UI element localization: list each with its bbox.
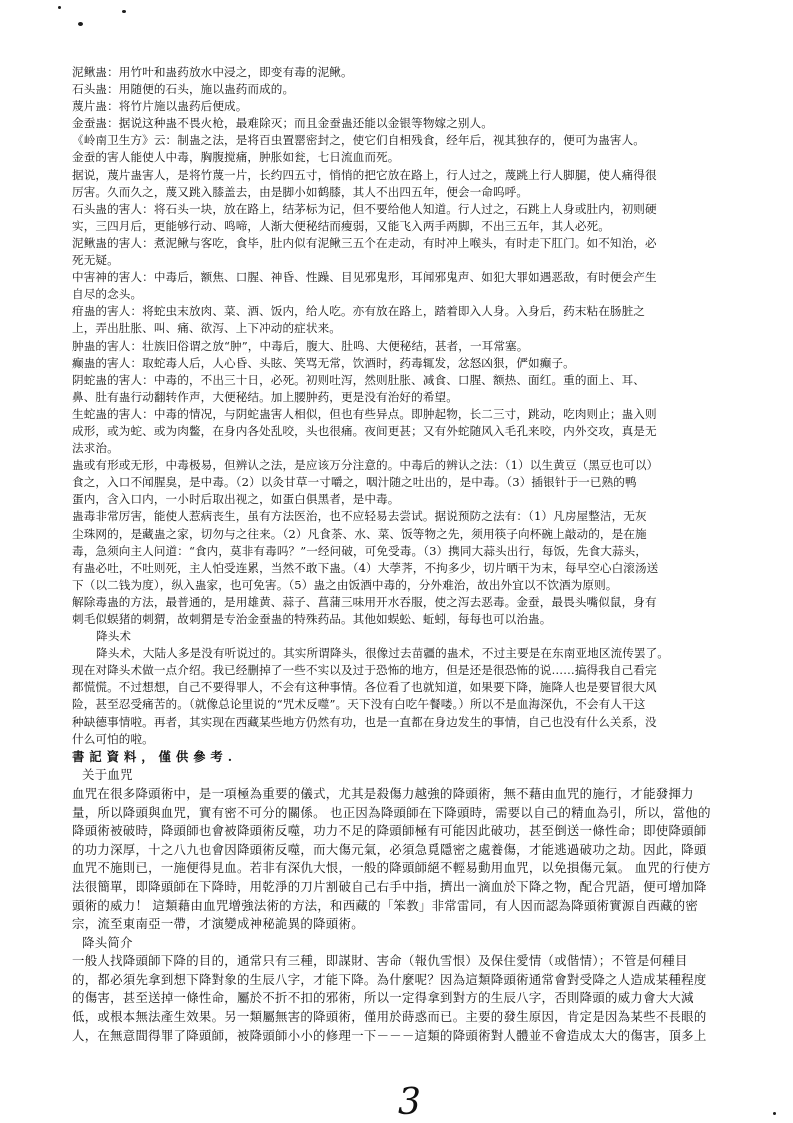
text-line: 下（以二钱为度），纵入蛊家，也可免害。（5）蛊之由饭酒中毒的，分外难治，故出外宜以不饮酒为原则。	[72, 577, 618, 592]
text-line: 据说，蔑片蛊害人，是将竹蔑一片，长约四五寸，悄悄的把它放在路上，行人过之，蔑跳上行人脚腿，使人痛得很	[72, 167, 657, 182]
text-line: 现在对降头术做一点介绍。我已经删掉了一些不实以及过于恐怖的地方，但是还是很恐怖的说……搞得我自己看完	[72, 663, 657, 678]
text-line: 自尽的念头。	[72, 287, 143, 302]
text-line: 頭術的威力！ 這類藉由血咒增強法術的方法，和西藏的「笨教」非常雷同，有人因而認為降頭術實源自西藏的密	[72, 897, 699, 913]
text-line: 降头术，大陆人多是没有听说过的。其实所谓降头，很像过去苗疆的蛊术，不过主要是在东南亚地区流传罢了。	[96, 646, 669, 661]
section-heading: 書 記 資 料 ， 僅 供 參 考 .	[72, 748, 233, 764]
text-line: 都慌慌。不过想想，自己不要得罪人，不会有这种事情。各位看了也就知道，如果要下降，施降人也是要冒很大风	[72, 680, 657, 695]
text-line: 人，在無意間得罪了降頭師，被降頭師小小的修理一下－－－這類的降頭術對人體並不會造成太大的傷害，頂多上	[72, 1027, 707, 1043]
text-line: 的，都必須先拿到想下降對象的生辰八字，才能下降。為什麼呢？因為這類降頭術通常會對受降之人造成某種程度	[72, 971, 707, 987]
text-line: 降頭術被破時，降頭師也會被降頭術反噬，功力不足的降頭師極有可能因此破功，甚至倒送一條性命；即使降頭師	[72, 823, 707, 839]
text-line: 石头蛊：用随便的石头，施以蛊药而成的。	[72, 82, 295, 97]
subsection-title: 关于血咒	[82, 767, 133, 783]
text-line: 肿蛊的害人：壮族旧俗谓之放“肿”，中毒后，腹大、肚鸣、大便秘结，甚者，一耳常塞。	[72, 338, 529, 353]
text-line: 实，三四月后，更能够行动、鸣啼，人渐大便秘结而瘦弱，又能飞入两手两脚，不出三五年，其人必死。	[72, 218, 610, 233]
text-line: 食之，入口不闻腥臭，是中毒。（2）以灸甘草一寸嚼之，咽汁随之吐出的，是中毒。（3）插银针于一已熟的鸭	[72, 475, 637, 490]
text-line: 蛊毒非常厉害，能使人惹病丧生，虽有方法医治，也不应轻易去尝试。据说预防之法有：（1）凡房屋整洁，无灰	[72, 509, 647, 524]
text-line: 《岭南卫生方》云：制蛊之法，是将百虫置罂密封之，使它们自相残食，经年后，视其独存的，便可为蛊害人。	[72, 133, 645, 148]
text-line: 刺毛似蜈猪的刺猬，故刺猬是专治金蚕蛊的特殊药品。其他如蜈蚣、蚯蚓，每每也可以治蛊。	[72, 612, 552, 626]
text-line: 石头蛊的害人：将石头一块，放在路上，结茅标为记，但不要给他人知道。行人过之，石跳上人身或肚内，初则硬	[72, 201, 657, 216]
subsection-title: 降头简介	[82, 934, 133, 950]
text-line: 的傷害，甚至送掉一條性命，屬於不折不扣的邪術，所以一定得拿到對方的生辰八字，否則降頭的威力會大大減	[72, 990, 694, 1006]
text-line: 有蛊必吐，不吐则死，主人怕受连累，当然不敢下蛊。（4）大荸荠，不拘多少，切片晒干为末，每早空心白滚汤送	[72, 560, 659, 575]
text-line: 降头术	[96, 629, 132, 644]
text-line: 的功力深厚，十之八九也會因降頭術反噬，而大傷元氣，必須急覓隱密之處養傷，才能逃過破功之劫。因此，降頭	[72, 841, 707, 857]
text-line: 生蛇蛊的害人：中毒的情况，与阴蛇蛊害人相似，但也有些异点。即肿起物，长二三寸，跳动，吃肉则止；蛊入则	[72, 406, 657, 421]
section-simplified-text	[72, 64, 748, 748]
text-line: 蛋内，含入口内，一小时后取出视之，如蛋白俱黑者，是中毒。	[72, 492, 400, 507]
text-line: 蛊或有形或无形，中毒极易，但辨认之法，是应该万分注意的。中毒后的辨认之法：（1）以生黄豆（黑豆也可以）	[72, 458, 659, 473]
text-line: 泥鳅蛊的害人：煮泥鳅与客吃，食毕，肚内似有泥鳅三五个在走动，有时冲上喉头，有时走下肛门。如不知治，必	[72, 235, 657, 250]
scan-speck	[58, 6, 61, 9]
text-line: 种缺德事情啦。再者，其实现在西藏某些地方仍然有功，也是一直都在身边发生的事情，自己也没有什么关系，没	[72, 714, 657, 729]
text-line: 泥鳅蛊：用竹叶和蛊药放水中浸之，即变有毒的泥鳅。	[72, 65, 353, 79]
text-line: 金蚕蛊：据说这种蛊不畏火枪，最难除灭；而且金蚕蛊还能以金银等物嫁之别人。	[72, 116, 493, 131]
text-line: 血咒在很多降頭術中，是一項極為重要的儀式，尤其是殺傷力越強的降頭術，無不藉由血咒的施行，才能發揮力	[72, 785, 694, 801]
scan-speck	[773, 1112, 776, 1115]
text-line: 死无疑。	[72, 253, 119, 268]
text-line: 厉害。久而久之，蔑又跳入膝盖去，由是脚小如鹤膝，其人不出四五年，便会一命呜呼。	[72, 184, 529, 199]
text-line: 什么可怕的啦。	[72, 731, 154, 746]
text-line: 蔑片蛊：将竹片施以蛊药后便成。	[72, 99, 248, 114]
scan-speck	[78, 22, 83, 26]
text-line: 解除毒蛊的方法，最普通的，是用雄黄、蒜子、菖蒲三味用开水吞服，使之泻去恶毒。金蚕，最畏头嘴似鼠，身有	[72, 594, 657, 609]
text-line: 疳蛊的害人：将蛇虫末放肉、菜、酒、饭内，给人吃。亦有放在路上，踏着即入人身。入身后，药末粘在肠脏之	[72, 304, 645, 319]
text-line: 金蚕的害人能使人中毒，胸腹搅痛，肿胀如瓮，七日流血而死。	[72, 150, 400, 165]
text-line: 中害神的害人：中毒后，额焦、口腥、神昏、性躁、目见邪鬼形，耳闻邪鬼声、如犯大罪如遇恶敌，有时便会产生	[72, 270, 657, 285]
scan-speck	[122, 10, 126, 13]
text-line: 鼻、肚有蛊行动翻转作声，大便秘结。加上腰肿药，更是没有治好的希望。	[72, 389, 458, 404]
section-traditional-text	[72, 748, 748, 1046]
text-line: 毒，急须向主人问道：“食内，莫非有毒吗？”一经问破，可免受毒。（3）携同大蒜头出行，每饭，先食大蒜头，	[72, 543, 648, 558]
text-line: 低，或根本無法產生效果。另一類屬無害的降頭術，僅用於蒔惑而已。主要的發生原因，肯定是因為某些不長眼的	[72, 1009, 707, 1025]
text-line: 法求治。	[72, 441, 119, 456]
text-line: 血咒不施則已，一施便得見血。若非有深仇大恨，一般的降頭師絕不輕易動用血咒，以免損傷元氣。 血咒的行使方	[72, 860, 711, 876]
text-line: 尘珠网的，是藏蛊之家，切勿与之往来。（2）凡食茶、水、菜、饭等物之先，须用筷子向杯碗上敲动的，是在施	[72, 526, 647, 541]
text-line: 险，甚至忍受痛苦的。（就像总论里说的“咒术反噬”。天下没有白吃午餐喽。）所以不是血海深仇，不会有人干这	[72, 697, 646, 712]
text-line: 法很簡單，即降頭師在下降時，用乾淨的刀片割破自己右手中指，擠出一滴血於下降之物，配合咒語，便可增加降	[72, 878, 707, 894]
document-body	[72, 64, 748, 1045]
text-line: 成形，或为蛇、或为肉鳖，在身内各处乱咬，头也很痛。夜间更甚；又有外蛇随风入毛孔来咬，内外交攻，真是无	[72, 423, 657, 438]
text-line: 一般人找降頭師下降的目的，通常只有三種，即謀財、害命（報仇雪恨）及保住愛情（或偕情）；不管是何種目	[72, 953, 688, 969]
page-number: 3	[398, 1082, 421, 1123]
text-line: 量，所以降頭與血咒，實有密不可分的關係。 也正因為降頭師在下降頭時，需要以自己的精血為引，所以，當他的	[72, 804, 711, 820]
text-line: 阴蛇蛊的害人：中毒的，不出三十日，必死。初则吐泻，然则肚胀、减食、口腥、额热、面红。重的面上、耳、	[72, 372, 645, 387]
text-line: 宗，流至東南亞一帶，才演變成神秘詭異的降頭術。	[72, 916, 364, 932]
text-line: 上，弄出肚胀、叫、痛、欲泻、上下冲动的症状来。	[72, 321, 341, 336]
text-line: 癫蛊的害人：取蛇毒人后，人心昏、头眩、笑骂无常，饮酒时，药毒辄发，忿怒凶狠，俨如癫子。	[72, 355, 575, 370]
